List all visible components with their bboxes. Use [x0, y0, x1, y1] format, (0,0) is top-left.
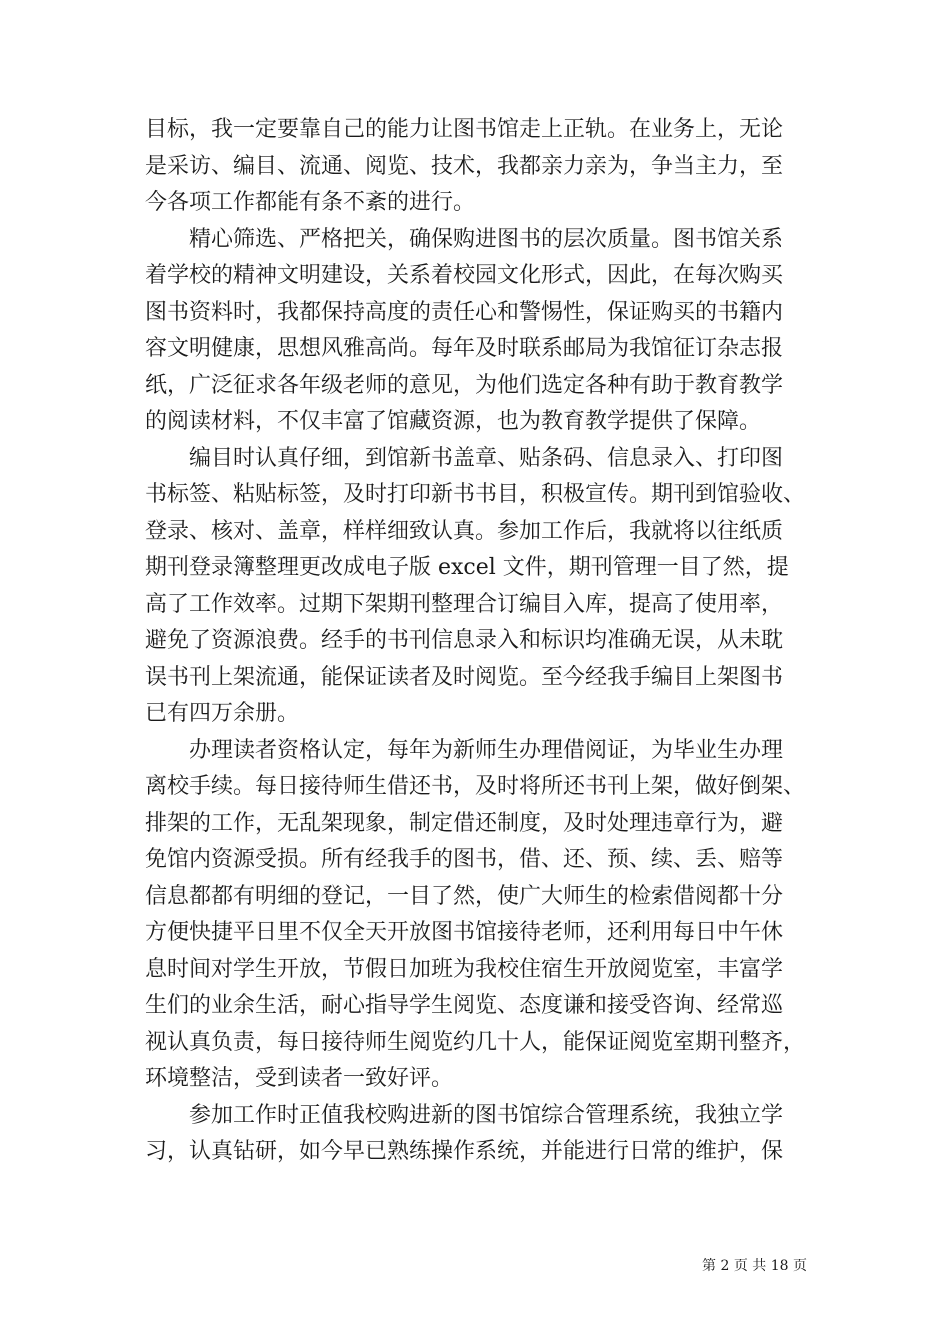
text-line: 是采访、编目、流通、阅览、技术，我都亲力亲为，争当主力，至 [145, 153, 784, 179]
page-number-footer: 第 2 页 共 18 页 [702, 1258, 807, 1274]
text-line: 图书资料时，我都保持高度的责任心和警惕性，保证购买的书籍内 [145, 299, 784, 325]
text-line: 纸，广泛征求各年级老师的意见，为他们选定各种有助于教育教学 [145, 372, 784, 398]
text-line: 参加工作时正值我校购进新的图书馆综合管理系统，我独立学 [189, 1102, 784, 1128]
text-line: 环境整洁，受到读者一致好评。 [145, 1066, 454, 1091]
text-line: 目标，我一定要靠自己的能力让图书馆走上正轨。在业务上，无论 [145, 117, 784, 142]
text-line: 期刊登录簿整理更改成电子版 excel 文件，期刊管理一目了然，提 [145, 555, 789, 580]
paragraph [145, 222, 809, 441]
text-line: 免馆内资源受损。所有经我手的图书，借、还、预、续、丢、赔等 [145, 847, 784, 872]
text-line: 着学校的精神文明建设，关系着校园文化形式，因此，在每次购买 [145, 263, 784, 288]
text-line: 书标签、粘贴标签，及时打印新书书目，积极宣传。期刊到馆验收、 [145, 482, 806, 507]
paragraph [145, 1098, 809, 1171]
text-line: 已有四万余册。 [145, 701, 300, 726]
text-line: 办理读者资格认定，每年为新师生办理借阅证，为毕业生办理 [189, 737, 784, 763]
text-line: 高了工作效率。过期下架期刊整理合订编目入库，提高了使用率， [145, 591, 784, 617]
text-line: 避免了资源浪费。经手的书刊信息录入和标识均准确无误，从未耽 [145, 628, 784, 653]
text-line: 习，认真钻研，如今早已熟练操作系统，并能进行日常的维护，保 [145, 1139, 784, 1164]
text-line: 今各项工作都能有条不紊的进行。 [145, 190, 476, 215]
text-line: 信息都都有明细的登记，一目了然，使广大师生的检索借阅都十分 [145, 883, 784, 909]
text-line: 编目时认真仔细，到馆新书盖章、贴条码、信息录入、打印图 [189, 445, 784, 471]
text-line: 生们的业余生活，耐心指导学生阅览、态度谦和接受咨询、经常巡 [145, 993, 784, 1018]
paragraph [145, 733, 809, 1098]
text-line: 误书刊上架流通，能保证读者及时阅览。至今经我手编目上架图书 [145, 664, 784, 690]
text-line: 方便快捷平日里不仅全天开放图书馆接待老师，还利用每日中午休 [145, 920, 784, 945]
document-body [145, 112, 809, 1171]
text-line: 离校手续。每日接待师生借还书，及时将所还书刊上架，做好倒架、 [145, 774, 806, 799]
text-line: 排架的工作，无乱架现象，制定借还制度，及时处理违章行为，避 [145, 810, 784, 836]
text-line: 息时间对学生开放，节假日加班为我校住宿生开放阅览室，丰富学 [145, 956, 784, 982]
text-line: 精心筛选、严格把关，确保购进图书的层次质量。图书馆关系 [189, 226, 784, 252]
text-line: 视认真负责，每日接待师生阅览约几十人，能保证阅览室期刊整齐， [145, 1029, 806, 1055]
text-line: 登录、核对、盖章，样样细致认真。参加工作后，我就将以往纸质 [145, 518, 784, 544]
text-line: 的阅读材料，不仅丰富了馆藏资源，也为教育教学提供了保障。 [145, 409, 762, 434]
paragraph [145, 112, 809, 222]
text-line: 容文明健康，思想风雅高尚。每年及时联系邮局为我馆征订杂志报 [145, 336, 784, 361]
paragraph [145, 441, 809, 733]
